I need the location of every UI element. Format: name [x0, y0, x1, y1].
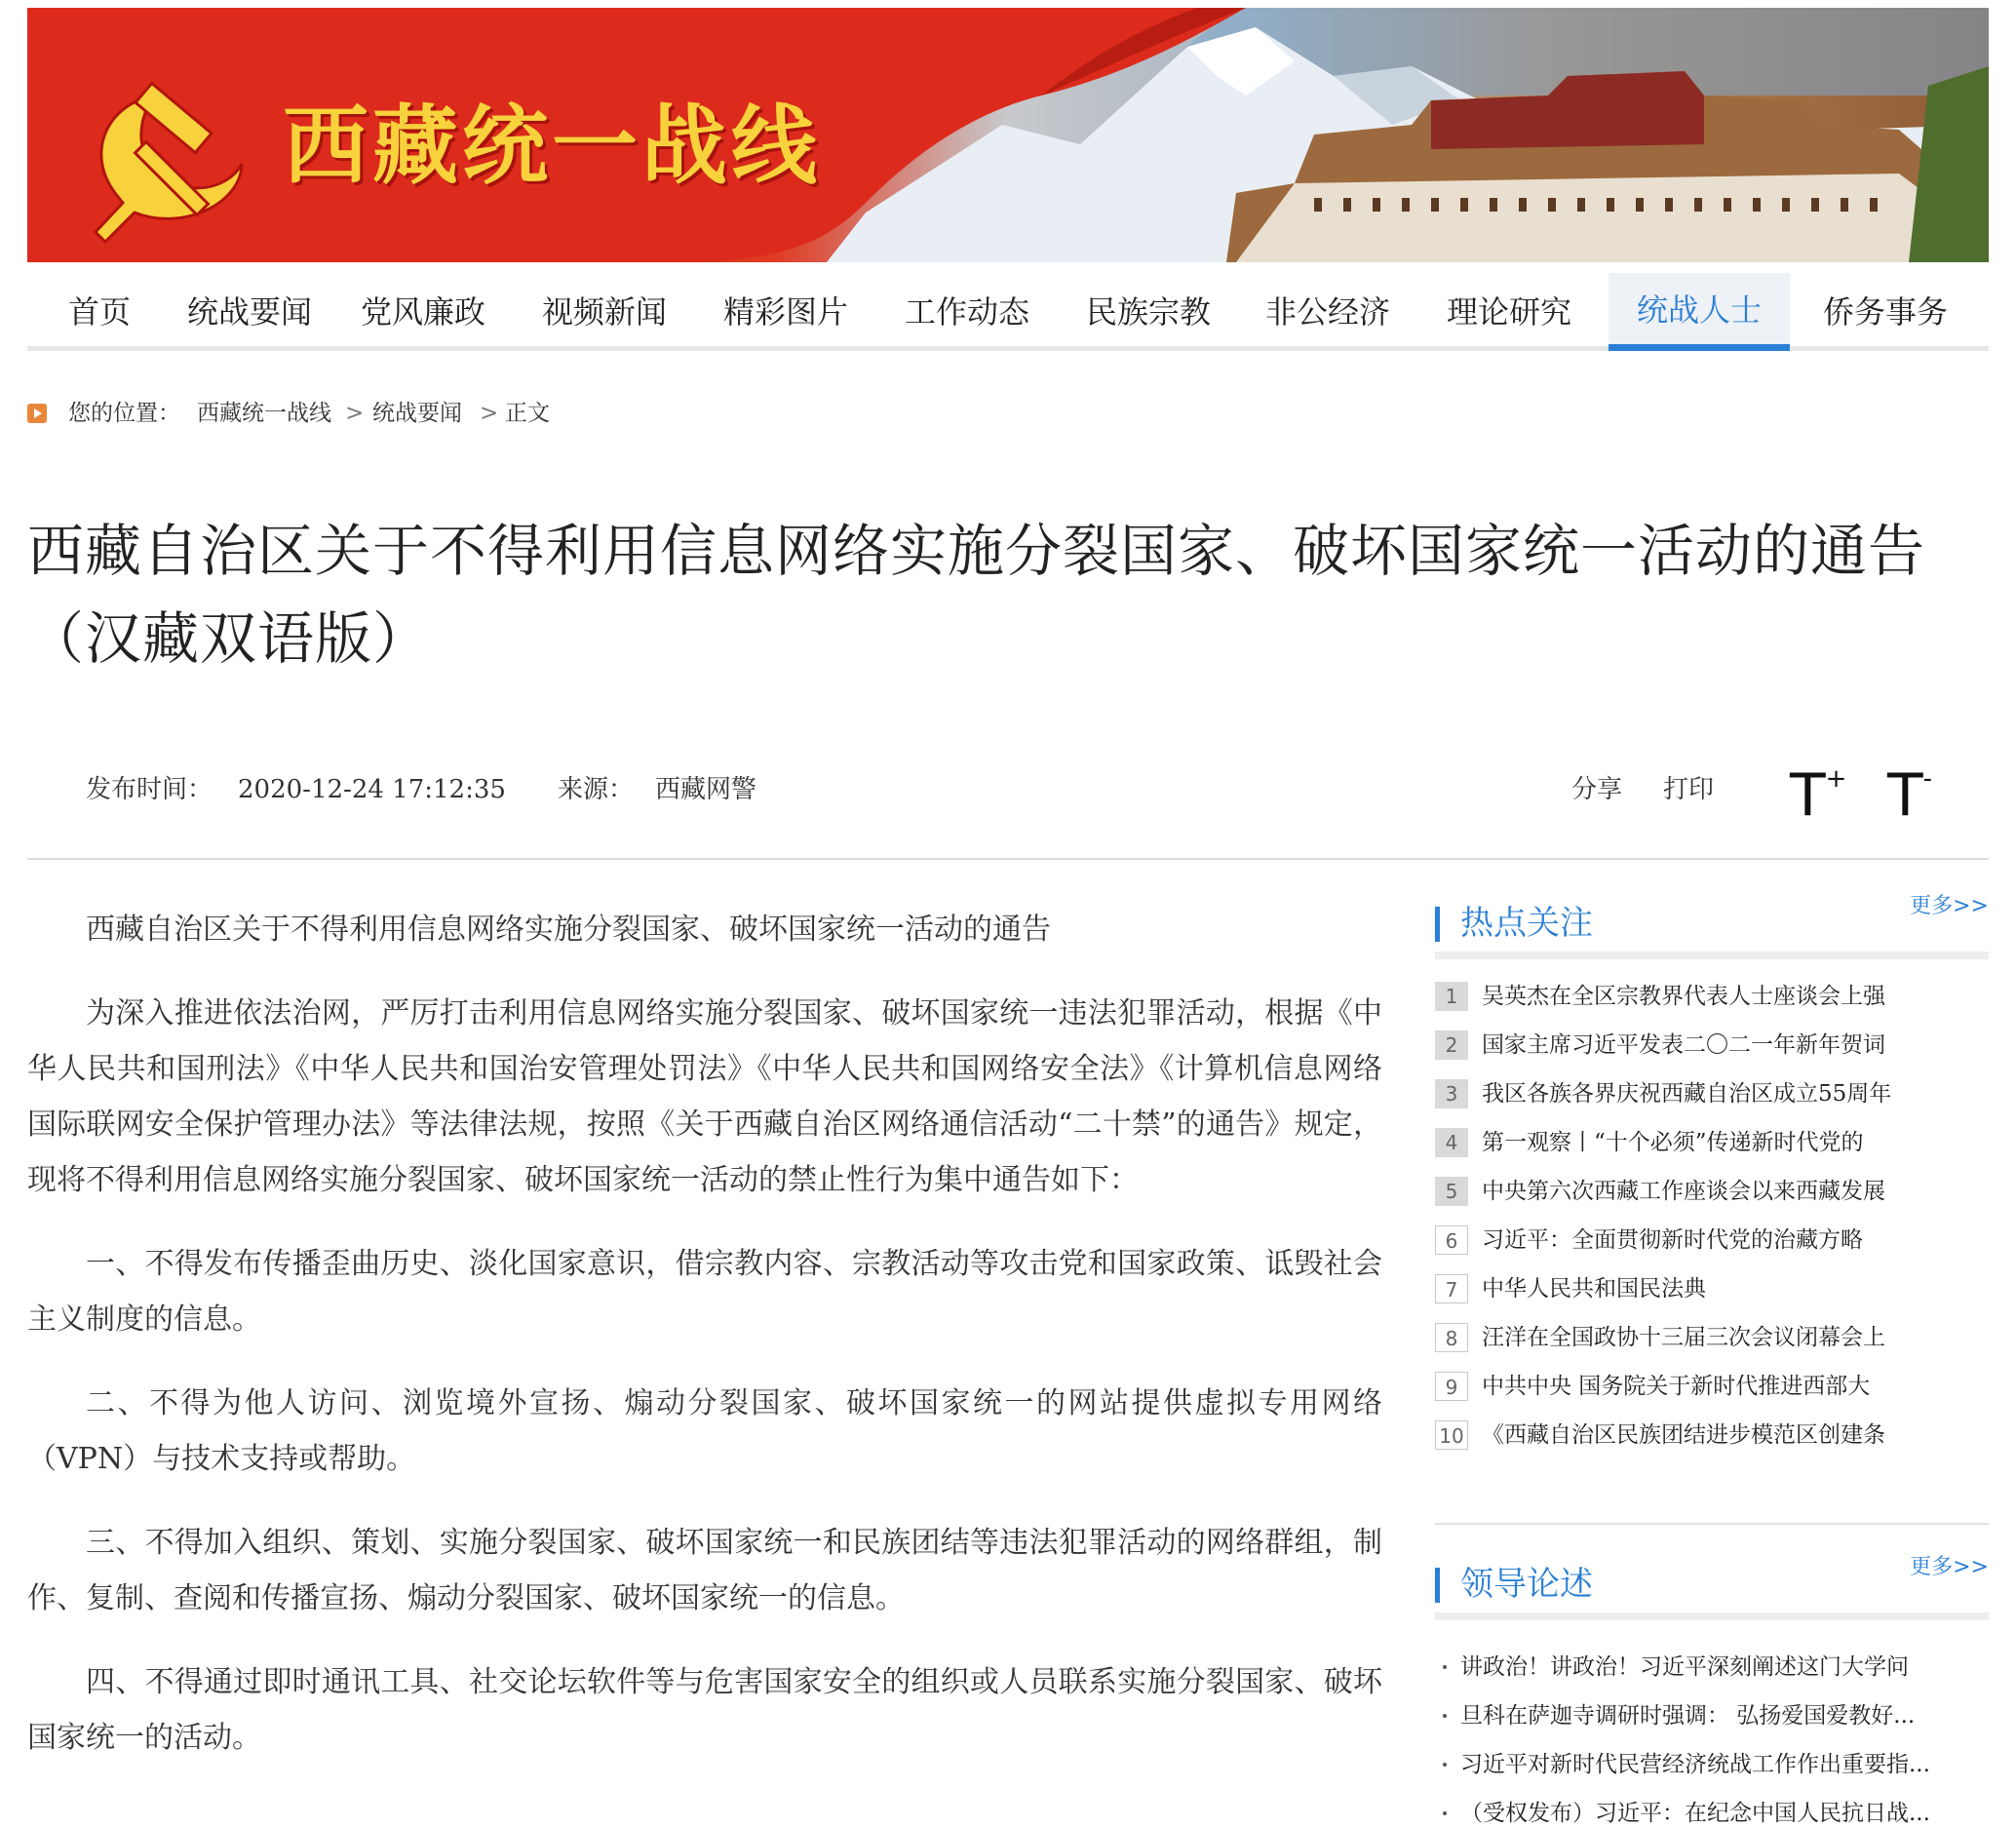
breadcrumb-separator: > — [480, 401, 499, 426]
rank-badge: 8 — [1435, 1323, 1468, 1352]
font-increase-button[interactable] — [1790, 753, 1846, 830]
rank-badge: 7 — [1435, 1274, 1468, 1303]
leader-remarks-more-link[interactable]: 更多>> — [1910, 1555, 1989, 1579]
rank-badge: 9 — [1435, 1372, 1468, 1401]
leader-remarks-header — [1435, 1555, 1989, 1620]
hot-topic-link[interactable]: 习近平：全面贯彻新时代党的治藏方略 — [1482, 1227, 1863, 1253]
minus-icon: - — [1922, 764, 1933, 794]
leader-remark-link[interactable]: 习近平对新时代民营经济统战工作作出重要指... — [1460, 1752, 1930, 1777]
hot-topic-item[interactable] — [1435, 1024, 1989, 1072]
leader-remark-link[interactable]: 讲政治！讲政治！习近平深刻阐述这门大学问 — [1460, 1654, 1909, 1680]
article-paragraph: 一、不得发布传播歪曲历史、淡化国家意识，借宗教内容、宗教活动等攻击党和国家政策、诋毁社会主义制度的信息。 — [27, 1247, 1382, 1337]
rank-badge: 2 — [1435, 1030, 1468, 1060]
hot-topic-link[interactable]: 中共中央 国务院关于新时代推进西部大 — [1482, 1374, 1871, 1399]
breadcrumb-prefix: 您的位置： — [68, 401, 180, 426]
nav-item-overseas-affairs[interactable]: 侨务事务 — [1822, 293, 1948, 330]
leader-remark-item[interactable] — [1435, 1694, 1989, 1743]
font-increase-label: T — [1790, 761, 1826, 830]
article-body — [27, 902, 1382, 1794]
hot-topic-link[interactable]: 我区各族各界庆祝西藏自治区成立55周年 — [1482, 1081, 1892, 1107]
site-title: 西藏统一战线 — [283, 96, 822, 196]
bullet-icon — [1443, 1714, 1447, 1718]
hot-topics-more-link[interactable]: 更多>> — [1910, 894, 1989, 918]
hot-topics-list — [1435, 975, 1989, 1462]
sidebar-divider — [1435, 1523, 1989, 1525]
bullet-icon — [1443, 1811, 1447, 1815]
section-marker — [1435, 907, 1440, 942]
bullet-icon — [1443, 1763, 1447, 1767]
print-button[interactable]: 打印 — [1663, 775, 1715, 804]
hot-topic-link[interactable]: 国家主席习近平发表二〇二一年新年贺词 — [1482, 1032, 1885, 1058]
article-paragraph: 二、不得为他人访问、浏览境外宣扬、煽动分裂国家、破坏国家统一的网站提供虚拟专用网络（VPN）与技术支持或帮助。 — [27, 1386, 1382, 1476]
hot-topic-item[interactable] — [1435, 1316, 1989, 1365]
meta-divider — [27, 858, 1989, 860]
hot-topic-link[interactable]: 吴英杰在全区宗教界代表人士座谈会上强 — [1482, 984, 1885, 1009]
nav-item-united-front-news[interactable]: 统战要闻 — [186, 293, 312, 330]
leader-remark-item[interactable] — [1435, 1646, 1989, 1694]
site-banner[interactable] — [27, 8, 1989, 262]
rank-badge: 1 — [1435, 982, 1468, 1011]
leader-remark-link[interactable]: 旦科在萨迦寺调研时强调： 弘扬爱国爱教好... — [1460, 1703, 1916, 1729]
nav-item-video-news[interactable]: 视频新闻 — [541, 293, 667, 330]
leader-remark-item[interactable] — [1435, 1743, 1989, 1792]
hot-topic-link[interactable]: 《西藏自治区民族团结进步模范区创建条 — [1482, 1422, 1885, 1448]
plus-icon: + — [1825, 764, 1847, 794]
main-nav — [27, 263, 1989, 351]
hot-topic-link[interactable]: 第一观察丨“十个必须”传递新时代党的 — [1482, 1130, 1864, 1155]
hot-topic-item[interactable] — [1435, 1072, 1989, 1121]
breadcrumb-item-home[interactable]: 西藏统一战线 — [197, 401, 331, 426]
bullet-icon — [1443, 1665, 1447, 1669]
share-button[interactable]: 分享 — [1571, 775, 1623, 804]
hot-topics-panel — [1435, 894, 1989, 1482]
nav-item-united-front-figures[interactable]: 统战人士 — [1609, 273, 1790, 351]
rank-badge: 5 — [1435, 1177, 1468, 1206]
leader-remarks-panel — [1435, 1555, 1989, 1827]
leader-remarks-title: 领导论述 — [1460, 1565, 1593, 1604]
font-decrease-button[interactable] — [1887, 753, 1932, 830]
article-title: 西藏自治区关于不得利用信息网络实施分裂国家、破坏国家统一活动的通告（汉藏双语版） — [27, 518, 1926, 672]
leader-remark-item[interactable] — [1435, 1792, 1989, 1827]
hot-topic-link[interactable]: 汪洋在全国政协十三届三次会议闭幕会上 — [1482, 1325, 1885, 1350]
rank-badge: 6 — [1435, 1225, 1468, 1255]
rank-badge: 4 — [1435, 1128, 1468, 1157]
hot-topic-item[interactable] — [1435, 1365, 1989, 1414]
publish-label: 发布时间： — [86, 775, 213, 804]
section-marker — [1435, 1568, 1440, 1603]
location-arrow-icon — [27, 404, 47, 423]
hot-topic-link[interactable]: 中华人民共和国民法典 — [1482, 1276, 1706, 1302]
nav-item-pictures[interactable]: 精彩图片 — [722, 293, 848, 330]
hot-topic-item[interactable] — [1435, 1121, 1989, 1170]
nav-item-work-updates[interactable]: 工作动态 — [904, 293, 1029, 330]
nav-item-non-public-economy[interactable]: 非公经济 — [1264, 293, 1390, 330]
breadcrumb-separator: > — [345, 401, 365, 426]
hot-topic-link[interactable]: 中央第六次西藏工作座谈会以来西藏发展 — [1482, 1179, 1885, 1204]
hot-topics-header — [1435, 894, 1989, 959]
article-paragraph: 为深入推进依法治网，严厉打击利用信息网络实施分裂国家、破坏国家统一违法犯罪活动，根据《中华人民共和国刑法》《中华人民共和国治安管理处罚法》《中华人民共和国网络安全法》《计算机信息网络国际联网安全保护管理办法》等法律法规，按照《关于西藏自治区网络通信活动“二十禁”的通告》规定，现将不得利用信息网络实施分裂国家、破坏国家统一活动的禁止性行为集中通告如下： — [27, 996, 1382, 1197]
article-paragraph: 四、不得通过即时通讯工具、社交论坛软件等与危害国家安全的组织或人员联系实施分裂国家、破坏国家统一的活动。 — [27, 1665, 1382, 1755]
nav-item-home[interactable]: 首页 — [67, 293, 131, 330]
hot-topic-item[interactable] — [1435, 975, 1989, 1024]
hot-topic-item[interactable] — [1435, 1414, 1989, 1462]
breadcrumb-item-section[interactable]: 统战要闻 — [372, 401, 462, 426]
publish-time: 2020-12-24 17:12:35 — [238, 775, 506, 804]
breadcrumb-item-current: 正文 — [505, 401, 550, 426]
rank-badge: 10 — [1435, 1420, 1468, 1450]
nav-item-ethnic-religion[interactable]: 民族宗教 — [1085, 293, 1211, 330]
rank-badge: 3 — [1435, 1079, 1468, 1108]
hot-topic-item[interactable] — [1435, 1219, 1989, 1267]
hot-topic-item[interactable] — [1435, 1267, 1989, 1316]
leader-remark-link[interactable]: （受权发布）习近平：在纪念中国人民抗日战... — [1460, 1801, 1930, 1826]
hot-topic-item[interactable] — [1435, 1170, 1989, 1219]
nav-item-party-integrity[interactable]: 党风廉政 — [360, 293, 485, 330]
font-decrease-label: T — [1887, 761, 1923, 830]
nav-item-theory-research[interactable]: 理论研究 — [1446, 293, 1571, 330]
source-label: 来源： — [558, 775, 635, 804]
hot-topics-title: 热点关注 — [1460, 904, 1593, 943]
leader-remarks-list — [1435, 1646, 1989, 1827]
article-paragraph: 三、不得加入组织、策划、实施分裂国家、破坏国家统一和民族团结等违法犯罪活动的网络群组，制作、复制、查阅和传播宣扬、煽动分裂国家、破坏国家统一的信息。 — [27, 1526, 1382, 1615]
article-paragraph: 西藏自治区关于不得利用信息网络实施分裂国家、破坏国家统一活动的通告 — [86, 913, 1051, 947]
source-name: 西藏网警 — [655, 775, 757, 804]
